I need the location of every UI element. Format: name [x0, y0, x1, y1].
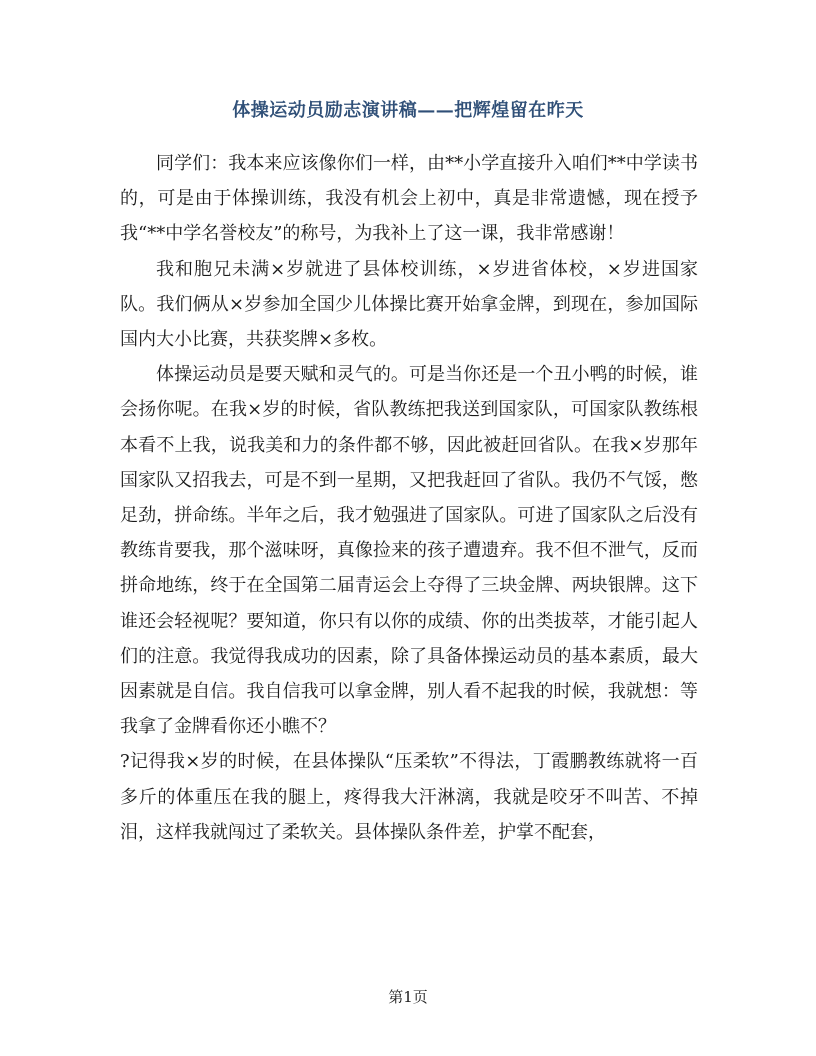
- paragraph-3: 体操运动员是要天赋和灵气的。可是当你还是一个丑小鸭的时候，谁会扬你呢。在我×岁的时候，省队教练把我送到国家队，可国家队教练根本看不上我，说我美和力的条件都不够，因此被赶回省队。在我×岁那年国家队又招我去，可是不到一星期，又把我赶回了省队。我仍不气馁，憋足劲，拼命练。半年之后，我才勉强进了国家队。可进了国家队之后没有教练肯要我，那个滋味呀，真像捡来的孩子遭遗弃。我不但不泄气，反而拼命地练，终于在全国第二届青运会上夺得了三块金牌、两块银牌。这下谁还会轻视呢？要知道，你只有以你的成绩、你的出类拔萃，才能引起人们的注意。我觉得我成功的因素，除了具备体操运动员的基本素质，最大因素就是自信。我自信我可以拿金牌，别人看不起我的时候，我就想：等我拿了金牌看你还小瞧不？: [120, 364, 698, 738]
- paragraph-4: ?记得我×岁的时候，在县体操队“压柔软”不得法，丁霞鹏教练就将一百多斤的体重压在我的腿上，疼得我大汗淋漓，我就是咬牙不叫苦、不掉泪，这样我就闯过了柔软关。县体操队条件差，护掌不配套，: [120, 751, 698, 843]
- paragraph-2: 我和胞兄未满×岁就进了县体校训练，×岁进省体校，×岁进国家队。我们俩从×岁参加全国少儿体操比赛开始拿金牌，到现在，参加国际国内大小比赛，共获奖牌×多枚。: [120, 258, 698, 351]
- document-body: [120, 146, 698, 850]
- paragraph-1: 同学们：我本来应该像你们一样，由**小学直接升入咱们**中学读书的，可是由于体操训练，我没有机会上初中，真是非常遗憾，现在授予我“**中学名誉校友”的称号，为我补上了这一课，我非常感谢！: [120, 153, 698, 245]
- document-title: 体操运动员励志演讲稿——把辉煌留在昨天: [232, 100, 584, 121]
- page-number: 第1页: [388, 988, 428, 1006]
